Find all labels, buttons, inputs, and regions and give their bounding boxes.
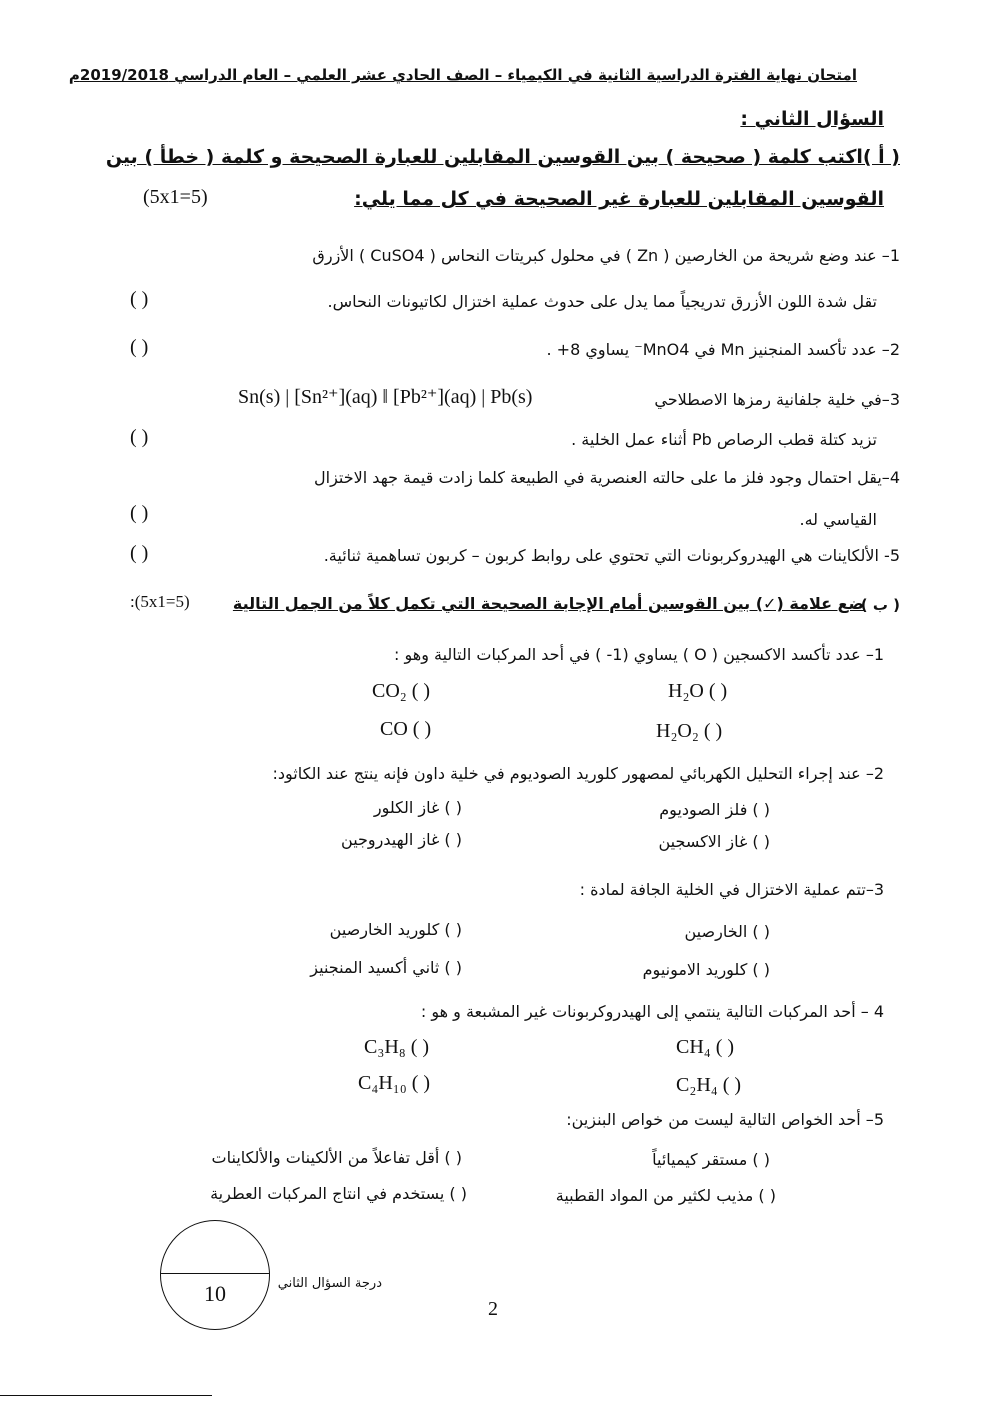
part-a-title-line1: ( أ )اكتب كلمة ( صحيحة ) بين القوسين المقابلين للعبارة الصحيحة و كلمة ( خطأ ) بين [105,146,900,168]
statement-3-line2: تزيد كتلة قطب الرصاص Pb أثناء عمل الخلية . [571,430,877,449]
statement-3-answer[interactable]: ( ) [130,426,149,448]
mcq-3-option-d[interactable]: ( ) ثاني أكسيد المنجنيز [310,958,462,977]
page-number: 2 [488,1298,498,1320]
mcq-1-option-c[interactable]: H₂O₂ ( ) [656,720,723,742]
mcq-2-option-d[interactable]: ( ) غاز الهيدروجين [341,830,462,849]
part-a-title-line2: القوسين المقابلين للعبارة غير الصحيحة في كل مما يلي: [354,188,884,210]
cell-notation: Sn(s) | [Sn²⁺](aq) ‖ [Pb²⁺](aq) | Pb(s) [238,386,533,408]
score-value: 10 [204,1281,226,1306]
score-divider [161,1273,269,1274]
statement-1-answer[interactable]: ( ) [130,288,149,310]
mcq-1-option-a[interactable]: H₂O ( ) [668,680,728,702]
mcq-1-stem: 1– عدد تأكسد الاكسجين ( O ) يساوي (1- ) في أحد المركبات التالية وهو : [394,645,884,664]
mcq-2-stem: 2– عند إجراء التحليل الكهربائي لمصهور كلوريد الصوديوم في خلية داون فإنه ينتج عند الكاثود: [272,764,884,783]
mcq-4-option-c[interactable]: C₂H₄ ( ) [676,1074,742,1096]
statement-1-line2: تقل شدة اللون الأزرق تدريجياً مما يدل على حدوث عملية اختزال لكاتيونات النحاس. [327,292,877,311]
statement-5: 5- الألكاينات هي الهيدروكربونات التي تحتوي على روابط كربون – كربون تساهمية ثنائية. [323,546,900,565]
mcq-1-option-b[interactable]: CO₂ ( ) [372,680,431,702]
mcq-5-option-d[interactable]: ( ) يستخدم في انتاج المركبات العطرية [210,1184,467,1203]
question-title: السؤال الثاني : [740,108,884,130]
statement-3-line1: 3–في خلية جلفانية رمزها الاصطلاحي [654,390,900,409]
mcq-5-option-c[interactable]: ( ) مذيب لكثير من المواد القطبية [555,1186,776,1205]
mcq-5-stem: 5– أحد الخواص التالية ليست من خواص البنزين: [566,1110,884,1129]
score-label: درجة السؤال الثاني [277,1276,382,1291]
mcq-3-option-a[interactable]: ( ) الخارصين [684,922,770,941]
part-b-label: ( ب ) [860,596,900,614]
mcq-2-option-b[interactable]: ( ) غاز الكلور [373,798,462,817]
mcq-3-option-c[interactable]: ( ) كلوريد الامونيوم [642,960,770,979]
statement-1-line1: 1– عند وضع شريحة من الخارصين ( Zn ) في محلول كبريتات النحاس ( CuSO4 ) الأزرق [312,246,900,265]
score-circle [160,1220,270,1330]
statement-4-line1: 4–يقل احتمال وجود فلز ما على حالته العنصرية في الطبيعة كلما زادت قيمة جهد الاختزال [314,468,900,487]
statement-5-answer[interactable]: ( ) [130,542,149,564]
mcq-3-option-b[interactable]: ( ) كلوريد الخارصين [329,920,462,939]
statement-2: 2– عدد تأكسد المنجنيز Mn في MnO4⁻ يساوي 8+ . [546,340,900,359]
mcq-5-option-b[interactable]: ( ) أقل تفاعلاً من الألكينات والألكاينات [211,1148,462,1167]
mcq-3-stem: 3–تتم عملية الاختزال في الخلية الجافة لمادة : [579,880,884,899]
part-b-title: ضع علامة (✓) بين القوسين أمام الإجابة الصحيحة التي تكمل كلاً من الجمل التالية [232,594,864,613]
statement-4-line2: القياسي له. [799,510,877,529]
mcq-1-option-d[interactable]: CO ( ) [380,718,432,740]
exam-header: امتحان نهاية الفترة الدراسية الثانية في الكيمياء – الصف الحادي عشر العلمي – العام الدراسي 2019/2018م [68,66,857,84]
mcq-4-option-d[interactable]: C₄H₁₀ ( ) [358,1072,431,1094]
mcq-4-option-a[interactable]: CH₄ ( ) [676,1036,735,1058]
mcq-2-option-a[interactable]: ( ) فلز الصوديوم [659,800,770,819]
part-a-marks: (5x1=5) [143,186,208,208]
mcq-4-stem: 4 – أحد المركبات التالية ينتمي إلى الهيدروكربونات غير المشبعة و هو : [420,1002,884,1021]
statement-2-answer[interactable]: ( ) [130,336,149,358]
mcq-2-option-c[interactable]: ( ) غاز الاكسجين [658,832,770,851]
part-b-marks: :(5x1=5) [130,592,190,611]
statement-4-answer[interactable]: ( ) [130,502,149,524]
mcq-5-option-a[interactable]: ( ) مستقر كيميائياً [652,1150,770,1169]
footer-rule [0,1395,212,1396]
mcq-4-option-b[interactable]: C₃H₈ ( ) [364,1036,430,1058]
